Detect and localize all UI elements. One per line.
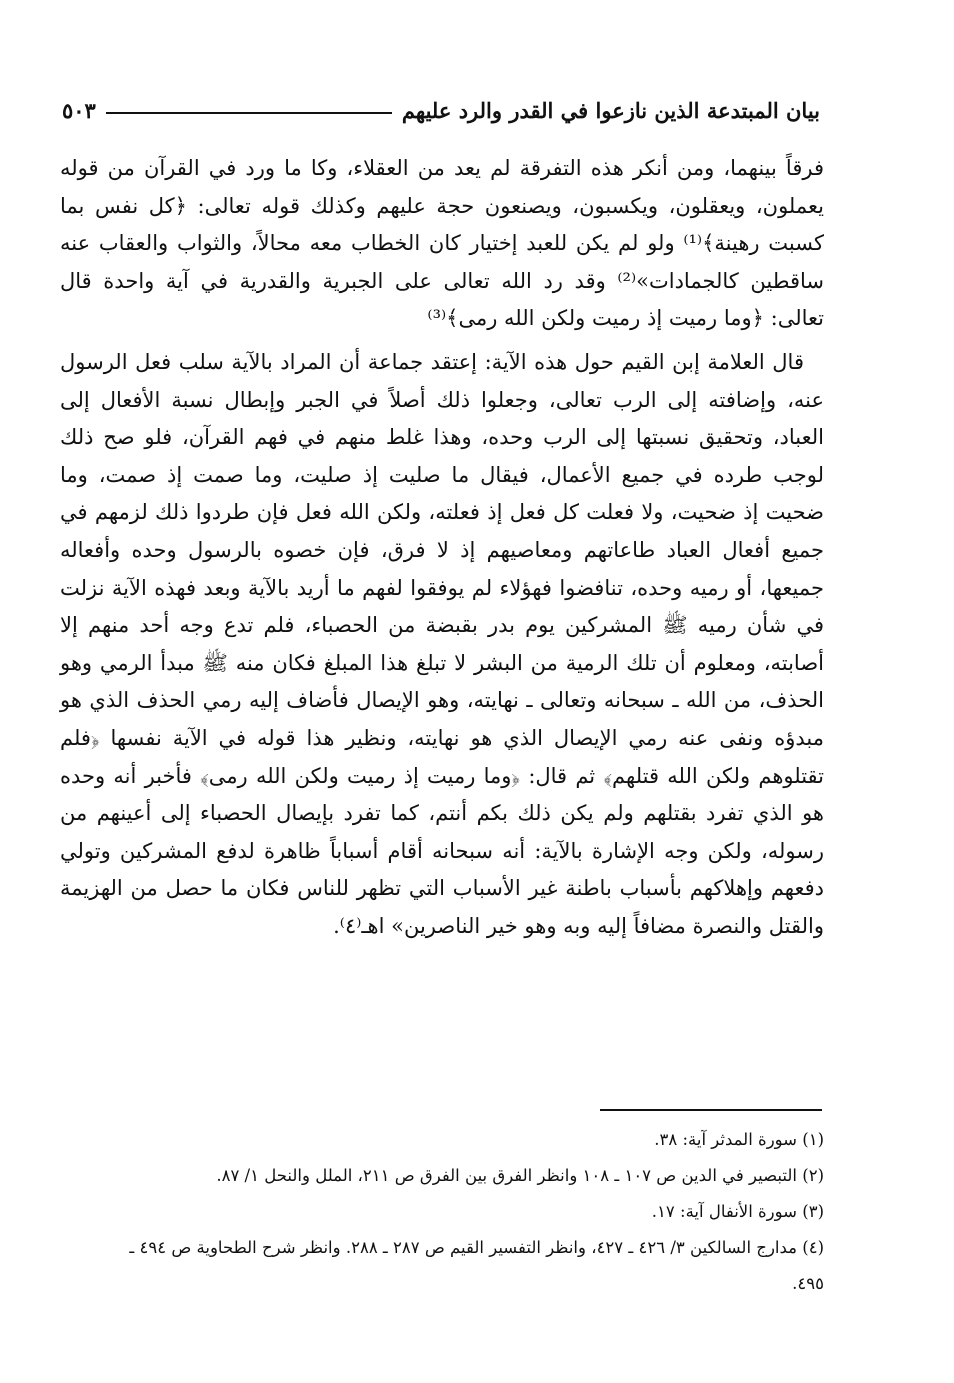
- header-rule: [106, 112, 392, 114]
- footnote-rule: [600, 1109, 822, 1111]
- footnote-1: (١) سورة المدثر آية: ٣٨.: [654, 1130, 824, 1149]
- footnote-2: (٢) التبصير في الدين ص ١٠٧ ـ ١٠٨ وانظر الفرق بين الفرق ص ٢١١، الملل والنحل ١/ ٨٧.: [216, 1166, 824, 1185]
- running-title: بيان المبتدعة الذين نازعوا في القدر والرد عليهم: [401, 97, 820, 123]
- footnotes: [60, 1122, 824, 1302]
- footnote-4-continued: ٤٩٥.: [792, 1274, 824, 1293]
- paragraph-2: قال العلامة إبن القيم حول هذه الآية: إعتقد جماعة أن المراد بالآية سلب فعل الرسول عنه، وإضافته إلى الرب تعالى، وجعلوا ذلك أصلاً في الجبر وإبطال نسبة الأفعال إلى العباد، وتحقيق نسبتها إلى الرب وحده، وهذا غلط منهم في فهم القرآن، فلو صح ذلك لوجب طرده في جميع الأعمال، فيقال ما صليت إذ صليت، وما صمت إذ صمت، وما ضحيت إذ ضحيت، ولا فعلت كل فعل إذ فعلته، ولكن الله فعل فإن طردوا ذلك لزمهم في جميع أفعال العباد طاعاتهم ومعاصيهم إذ لا فرق، فإن خصوه بالرسول وحده وأفعاله جميعها، أو رميه وحده، تنافضوا فهؤلاء لم يوفقوا لفهم ما أريد بالآية وبعد فهذه الآية نزلت في شأن رميه ﷺ المشركين يوم بدر بقبضة من الحصباء، فلم تدع وجه أحد منهم إلا أصابته، ومعلوم أن تلك الرمية من البشر لا تبلغ هذا المبلغ فكان منه ﷺ مبدأ الرمي وهو الحذف، من الله ـ سبحانه وتعالى ـ نهايته، وهو الإيصال فأضاف إليه رمي الحذف الذي هو مبدؤه ونفى عنه رمي الإيصال الذي هو نهايته، ونظير هذا قوله في الآية نفسها ﴿فلم تقتلوهم ولكن الله قتلهم﴾ ثم قال: ﴿وما رميت إذ رميت ولكن الله رمى﴾ فأخبر أنه وحده هو الذي تفرد بقتلهم ولم يكن ذلك بكم أنتم، كما تفرد بإيصال الحصباء إلى أعينهم من رسوله، ولكن وجه الإشارة بالآية: أنه سبحانه أقام أسباباً ظاهرة لدفع المشركين وتولي دفعهم وإهلاكهم بأسباب باطنة غير الأسباب التي تظهر للناس فكان ما حصل من الهزيمة والقتل والنصرة مضافاً إليه وبه وهو خير الناصرين» اهـ⁽٤⁾.: [60, 349, 824, 938]
- body-text: [60, 150, 824, 945]
- footnote-3: (٣) سورة الأنفال آية: ١٧.: [651, 1202, 824, 1221]
- page-number: ٥٠٣: [62, 97, 96, 123]
- paragraph-1: فرقاً بينهما، ومن أنكر هذه التفرقة لم يعد من العقلاء، وكا ما ورد في القرآن من قوله يعملون، ويعقلون، ويكسبون، ويصنعون حجة عليهم وكذلك قوله تعالى: ﴿كل نفس بما كسبت رهينة﴾⁽¹⁾ ولو لم يكن للعبد إختيار كان الخطاب معه محالاً، والثواب والعقاب عنه ساقطين كالجمادات»⁽²⁾ وقد رد الله تعالى على الجبرية والقدرية في آية واحدة قال تعالى: ﴿وما رميت إذ رميت ولكن الله رمى﴾⁽³⁾: [60, 156, 824, 331]
- footnote-4: (٤) مدارج السالكين ٣/ ٤٢٦ ـ ٤٢٧، وانظر التفسير القيم ص ٢٨٧ ـ ٢٨٨. وانظر شرح الطحاوية ص ٤٩٤ ـ: [129, 1238, 824, 1257]
- page-header: [62, 90, 820, 130]
